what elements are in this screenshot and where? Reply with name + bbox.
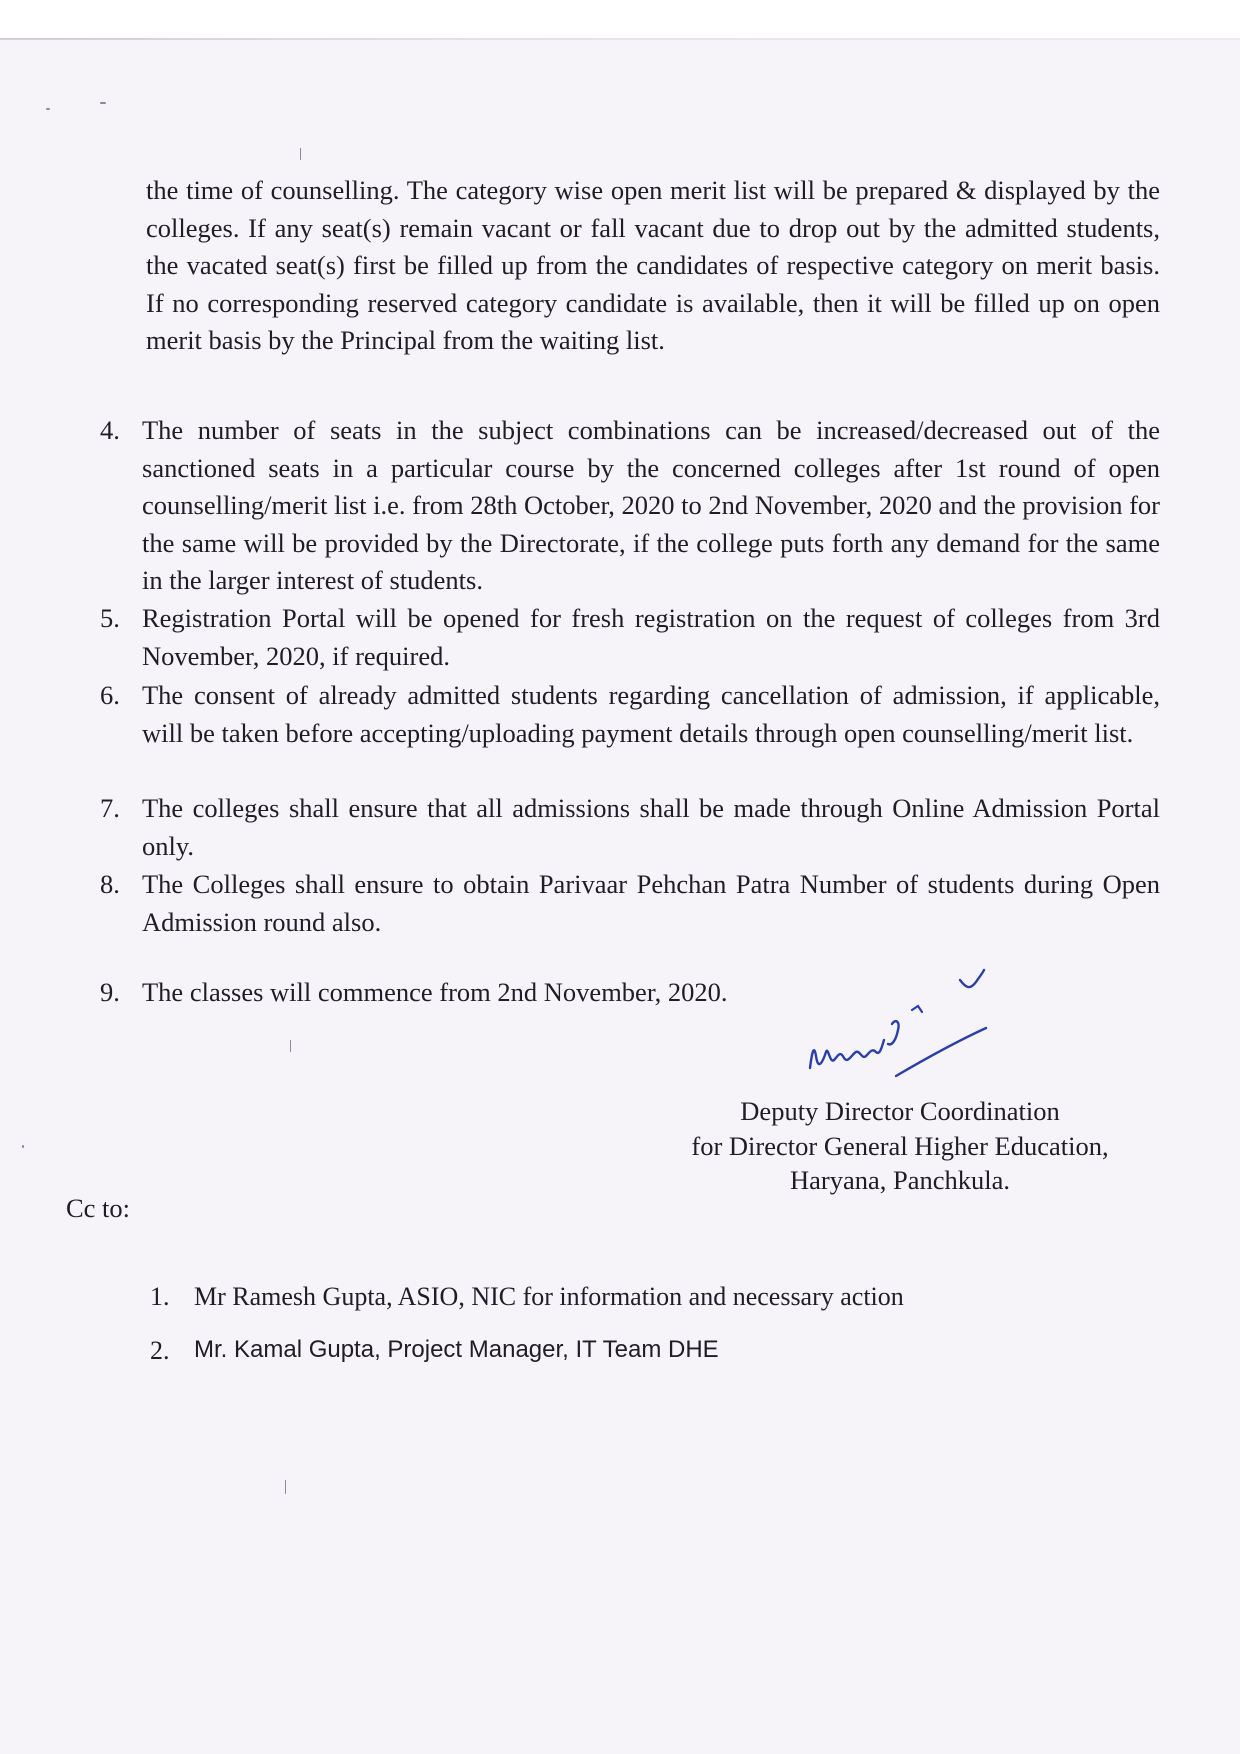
scan-edge-line <box>0 38 1240 40</box>
list-item-number: 9. <box>100 977 120 1007</box>
page-top-margin <box>0 0 1240 38</box>
cc-item-2 <box>150 1336 719 1366</box>
signature-icon <box>800 960 1010 1090</box>
list-item-number: 4. <box>100 415 120 445</box>
list-item-number: 5. <box>100 603 120 633</box>
cc-label: Cc to: <box>66 1193 131 1223</box>
list-item-text: The colleges shall ensure that all admissions shall be made through Online Admission Portal only. <box>142 793 1160 861</box>
list-item-6 <box>100 677 1160 752</box>
cc-item-text: Mr. Kamal Gupta, Project Manager, IT Team DHE <box>194 1336 719 1363</box>
list-item-number: 8. <box>100 869 120 899</box>
list-item-8 <box>100 866 1160 941</box>
list-item-number: 6. <box>100 680 120 710</box>
signatory-location: Haryana, Panchkula. <box>789 1165 1010 1195</box>
cc-item-1 <box>150 1282 904 1312</box>
continued-paragraph: the time of counselling. The category wise open merit list will be prepared & displayed by the colleges. If any seat(s) remain vacant or fall vacant due to drop out by the admitted students, the vacated seat(s) first be filled up from the candidates of respective category on merit basis. If no corresponding reserved category candidate is available, then it will be filled up on open merit basis by the Principal from the waiting list. <box>146 175 1160 355</box>
cc-item-number: 1. <box>150 1282 170 1311</box>
list-item-text: The number of seats in the subject combinations can be increased/decreased out of the sanctioned seats in a particular course by the concerned colleges after 1st round of open counselling/merit list i.e. from 28th October, 2020 to 2nd November, 2020 and the provision for the same will be provided by the Directorate, if the college puts forth any demand for the same in the larger interest of students. <box>142 415 1160 595</box>
scan-speck <box>46 108 50 110</box>
scan-speck <box>285 1480 286 1494</box>
list-item-number: 7. <box>100 793 120 823</box>
list-item-text: The Colleges shall ensure to obtain Parivaar Pehchan Patra Number of students during Open Admission round also. <box>142 869 1160 937</box>
list-item-text: The consent of already admitted students regarding cancellation of admission, if applicable, will be taken before accepting/uploading payment details through open counselling/merit list. <box>142 680 1160 748</box>
scan-speck <box>100 102 106 104</box>
scan-speck <box>300 148 301 160</box>
signatory-designation: Deputy Director Coordination <box>740 1096 1060 1126</box>
scan-speck <box>22 1145 24 1148</box>
scan-speck <box>290 1040 291 1052</box>
signatory-office: for Director General Higher Education, <box>691 1130 1109 1161</box>
list-item-text: Registration Portal will be opened for fresh registration on the request of colleges from 3rd November, 2020, if required. <box>142 603 1160 671</box>
cc-item-number: 2. <box>150 1336 170 1365</box>
signatory-block <box>640 1094 1160 1198</box>
cc-item-text: Mr Ramesh Gupta, ASIO, NIC for information and necessary action <box>194 1282 904 1311</box>
list-item-4 <box>100 412 1160 600</box>
list-item-text: The classes will commence from 2nd November, 2020. <box>142 977 728 1007</box>
list-item-5 <box>100 600 1160 675</box>
list-item-7 <box>100 790 1160 865</box>
